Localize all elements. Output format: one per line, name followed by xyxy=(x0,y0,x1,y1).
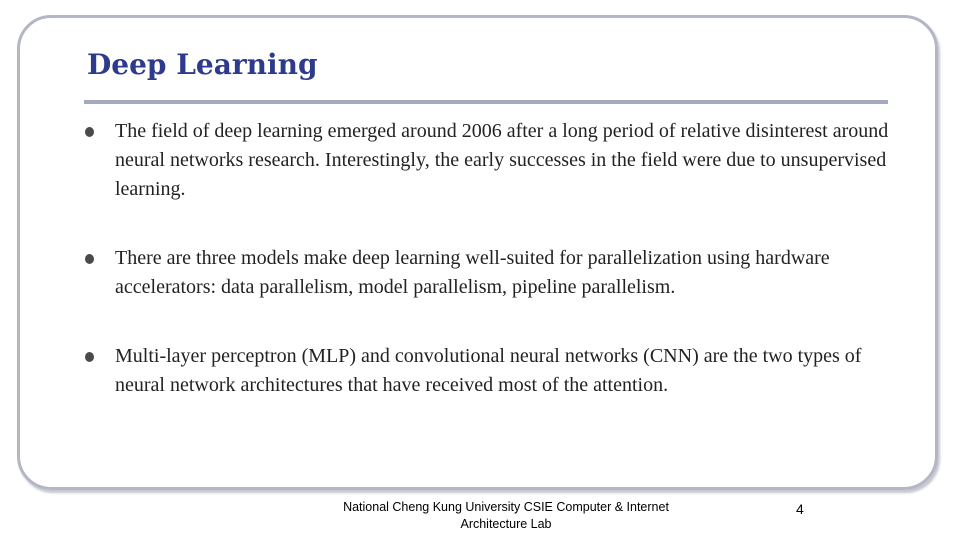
footer-institution xyxy=(316,499,696,533)
bullet-text: There are three models make deep learning well-suited for parallelization using hardware accelerators: data parallelism, model parallelism, pipeline parallelism. xyxy=(115,247,830,298)
bullet-item xyxy=(84,117,894,204)
title-divider xyxy=(84,100,888,104)
bullet-list xyxy=(84,117,894,400)
bullet-item xyxy=(84,342,894,400)
footer-line-2: Architecture Lab xyxy=(460,517,552,531)
footer-line-1: National Cheng Kung University CSIE Computer & Internet xyxy=(343,500,669,514)
page-number: 4 xyxy=(796,501,804,517)
bullet-icon xyxy=(85,254,94,264)
slide-title: Deep Learning xyxy=(87,48,318,81)
bullet-item xyxy=(84,244,894,302)
bullet-icon xyxy=(85,127,94,137)
bullet-text: The field of deep learning emerged around 2006 after a long period of relative disinterest around neural networks research. Interestingly, the early successes in the field were due to unsupervised learning. xyxy=(115,120,889,200)
bullet-text: Multi-layer perceptron (MLP) and convolutional neural networks (CNN) are the two types of neural network architectures that have received most of the attention. xyxy=(115,345,862,396)
bullet-icon xyxy=(85,352,94,362)
